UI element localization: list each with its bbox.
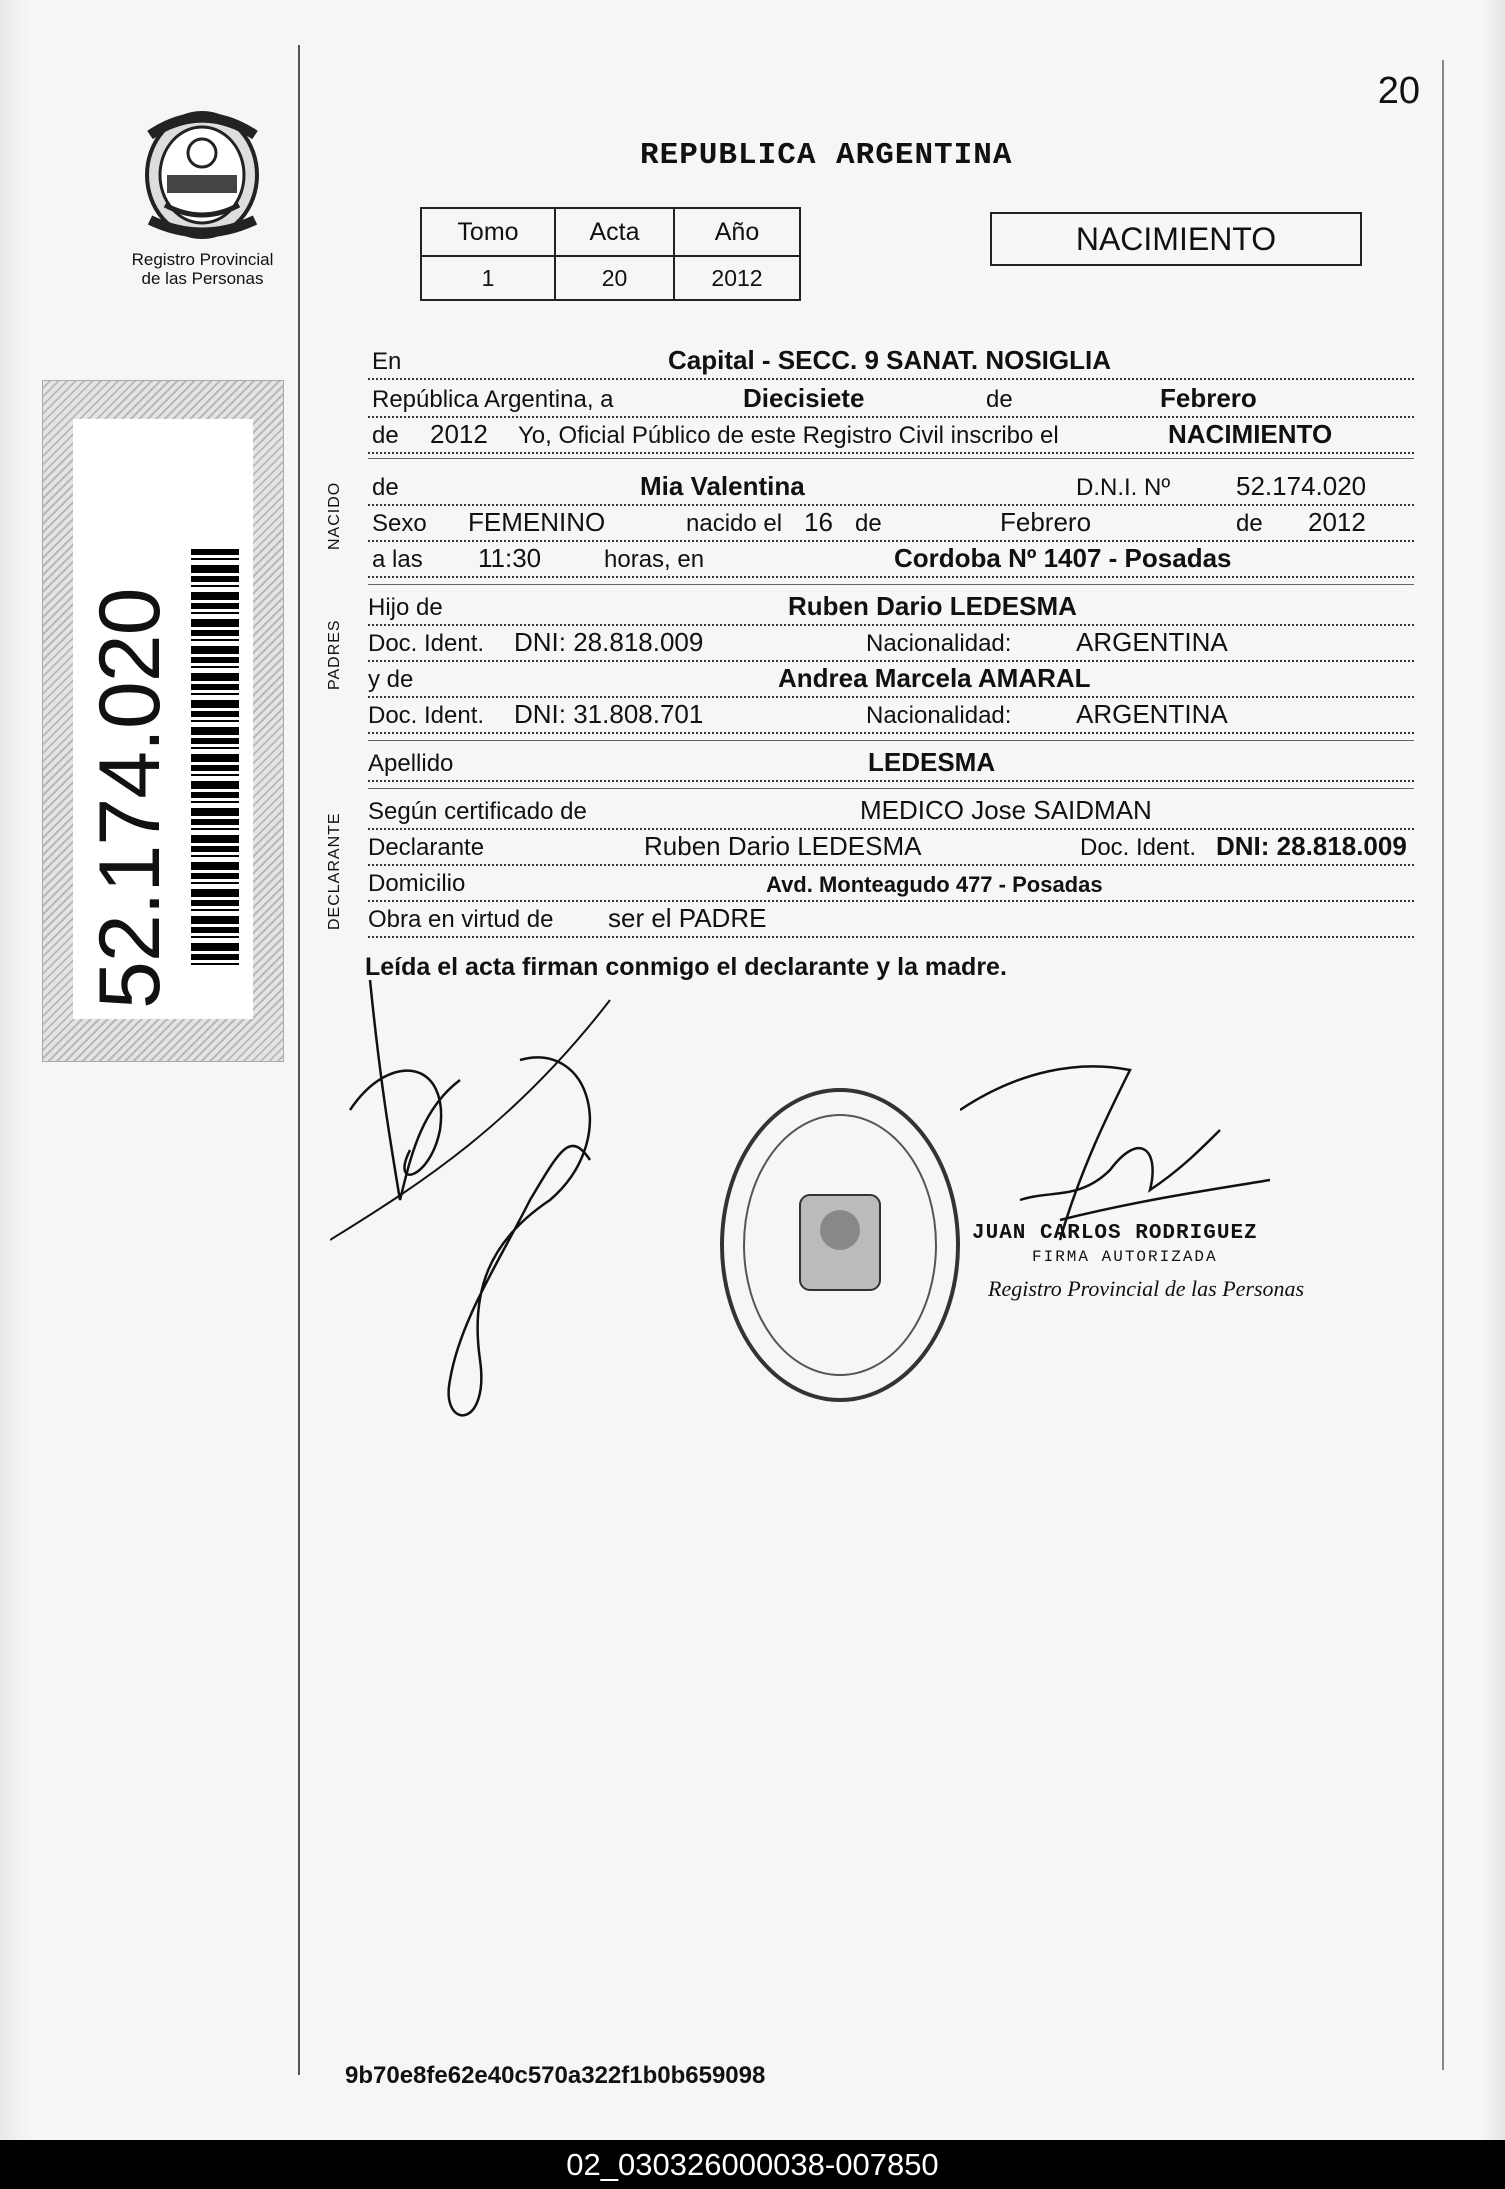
footer-id: 02_030326000038-007850 xyxy=(0,2140,1505,2189)
label-nacionalidad: Nacionalidad: xyxy=(866,702,1012,729)
label-sexo: Sexo xyxy=(372,510,427,537)
row-year xyxy=(368,416,1414,454)
value-mother-doc: DNI: 31.808.701 xyxy=(514,699,704,729)
page-number: 20 xyxy=(1377,70,1420,112)
official-signature xyxy=(960,1050,1280,1250)
label-segun-certificado: Según certificado de xyxy=(368,798,587,825)
row-mother xyxy=(368,660,1414,698)
value-apellido: LEDESMA xyxy=(868,747,996,777)
value-birth-time: 11:30 xyxy=(478,543,542,573)
label-nacido-el: nacido el xyxy=(686,510,783,537)
value-father-doc: DNI: 28.818.009 xyxy=(514,627,704,657)
register-header-ano: Año xyxy=(674,208,800,256)
row-name xyxy=(368,468,1414,506)
barcode xyxy=(191,549,239,969)
row-date xyxy=(368,380,1414,418)
label-doc-ident: Doc. Ident. xyxy=(1080,834,1197,861)
label-de: de xyxy=(986,386,1013,413)
label-a-las: a las xyxy=(372,546,423,573)
right-margin-rule xyxy=(1442,60,1444,2070)
value-reason: ser el PADRE xyxy=(608,903,767,933)
label-domicilio: Domicilio xyxy=(368,870,466,897)
value-certificate: MEDICO Jose SAIDMAN xyxy=(860,795,1152,825)
barcode-sticker xyxy=(42,380,284,1062)
row-reason xyxy=(368,900,1414,938)
row-address xyxy=(368,864,1414,902)
register-header-acta: Acta xyxy=(555,208,674,256)
label-de-month: de xyxy=(855,510,882,537)
official-office: Registro Provincial de las Personas xyxy=(988,1276,1305,1301)
province-logo xyxy=(120,105,285,288)
row-father xyxy=(368,588,1414,626)
value-child-name: Mia Valentina xyxy=(640,471,805,501)
row-certificate xyxy=(368,792,1414,830)
value-father-name: Ruben Dario LEDESMA xyxy=(788,591,1077,621)
separator xyxy=(368,584,1414,585)
label-obra-en-virtud: Obra en virtud de xyxy=(368,906,554,933)
register-header-tomo: Tomo xyxy=(421,208,555,256)
row-birth-date xyxy=(368,504,1414,542)
value-address: Avd. Monteagudo 477 - Posadas xyxy=(766,872,1103,897)
label-declarante: Declarante xyxy=(368,834,485,861)
logo-caption: Registro Provincial de las Personas xyxy=(131,250,274,288)
row-father-doc xyxy=(368,624,1414,662)
label-republica: República Argentina, a xyxy=(372,386,614,413)
separator xyxy=(368,788,1414,789)
province-shield-icon xyxy=(135,105,270,245)
label-hijo-de: Hijo de xyxy=(368,594,443,621)
value-declarant-doc: DNI: 28.818.009 xyxy=(1216,831,1407,861)
value-year: 2012 xyxy=(430,419,488,449)
value-mother-nationality: ARGENTINA xyxy=(1076,699,1228,729)
document-hash: 9b70e8fe62e40c570a322f1b0b659098 xyxy=(345,2062,766,2089)
register-table xyxy=(420,207,801,301)
row-apellido xyxy=(368,744,1414,782)
barcode-number: 52.174.020 xyxy=(82,588,178,1009)
side-label-declarante: DECLARANTE xyxy=(326,812,343,930)
row-mother-doc xyxy=(368,696,1414,734)
act-type-box: NACIMIENTO xyxy=(990,212,1362,266)
label-horas-en: horas, en xyxy=(604,546,705,573)
closing-statement: Leída el acta firman conmigo el declarante y la madre. xyxy=(365,953,1007,981)
value-birth-day: 16 xyxy=(804,507,833,537)
value-place: Capital - SECC. 9 SANAT. NOSIGLIA xyxy=(668,345,1112,375)
registry-seal xyxy=(715,1080,965,1410)
row-place xyxy=(368,342,1414,380)
value-birth-year: 2012 xyxy=(1308,507,1366,537)
value-day-word: Diecisiete xyxy=(743,383,865,413)
label-de-name: de xyxy=(372,474,399,501)
row-declarant xyxy=(368,828,1414,866)
value-father-nationality: ARGENTINA xyxy=(1076,627,1228,657)
value-declarant-name: Ruben Dario LEDESMA xyxy=(644,831,922,861)
value-sexo: FEMENINO xyxy=(468,507,606,537)
country-title: REPUBLICA ARGENTINA xyxy=(640,138,1013,173)
label-dni: D.N.I. Nº xyxy=(1076,474,1171,501)
value-mother-name: Andrea Marcela AMARAL xyxy=(778,663,1091,693)
value-month: Febrero xyxy=(1160,383,1257,413)
declarant-signature xyxy=(330,960,650,1460)
value-child-dni: 52.174.020 xyxy=(1236,471,1367,501)
value-birth-place: Cordoba Nº 1407 - Posadas xyxy=(894,543,1232,573)
official-name: JUAN CARLOS RODRIGUEZ xyxy=(972,1222,1258,1245)
side-label-nacido: NACIDO xyxy=(326,481,343,550)
label-en: En xyxy=(372,348,402,375)
side-label-padres: PADRES xyxy=(326,619,343,690)
label-de-birth-year: de xyxy=(1236,510,1263,537)
label-doc-ident: Doc. Ident. xyxy=(368,630,485,657)
left-margin-rule xyxy=(298,45,300,2075)
barcode-label xyxy=(73,419,253,1019)
label-nacionalidad: Nacionalidad: xyxy=(866,630,1012,657)
row-birth-place xyxy=(368,540,1414,578)
register-value-tomo: 1 xyxy=(421,256,555,300)
label-de-year: de xyxy=(372,422,399,449)
label-doc-ident: Doc. Ident. xyxy=(368,702,485,729)
register-value-acta: 20 xyxy=(555,256,674,300)
separator xyxy=(368,458,1414,459)
register-value-ano: 2012 xyxy=(674,256,800,300)
value-birth-month: Febrero xyxy=(1000,507,1092,537)
label-apellido: Apellido xyxy=(368,750,454,777)
value-act-name: NACIMIENTO xyxy=(1168,419,1333,449)
official-title: FIRMA AUTORIZADA xyxy=(1032,1248,1218,1266)
separator xyxy=(368,740,1414,741)
label-officer: Yo, Oficial Público de este Registro Civil inscribo el xyxy=(518,422,1059,449)
label-y-de: y de xyxy=(368,666,414,693)
